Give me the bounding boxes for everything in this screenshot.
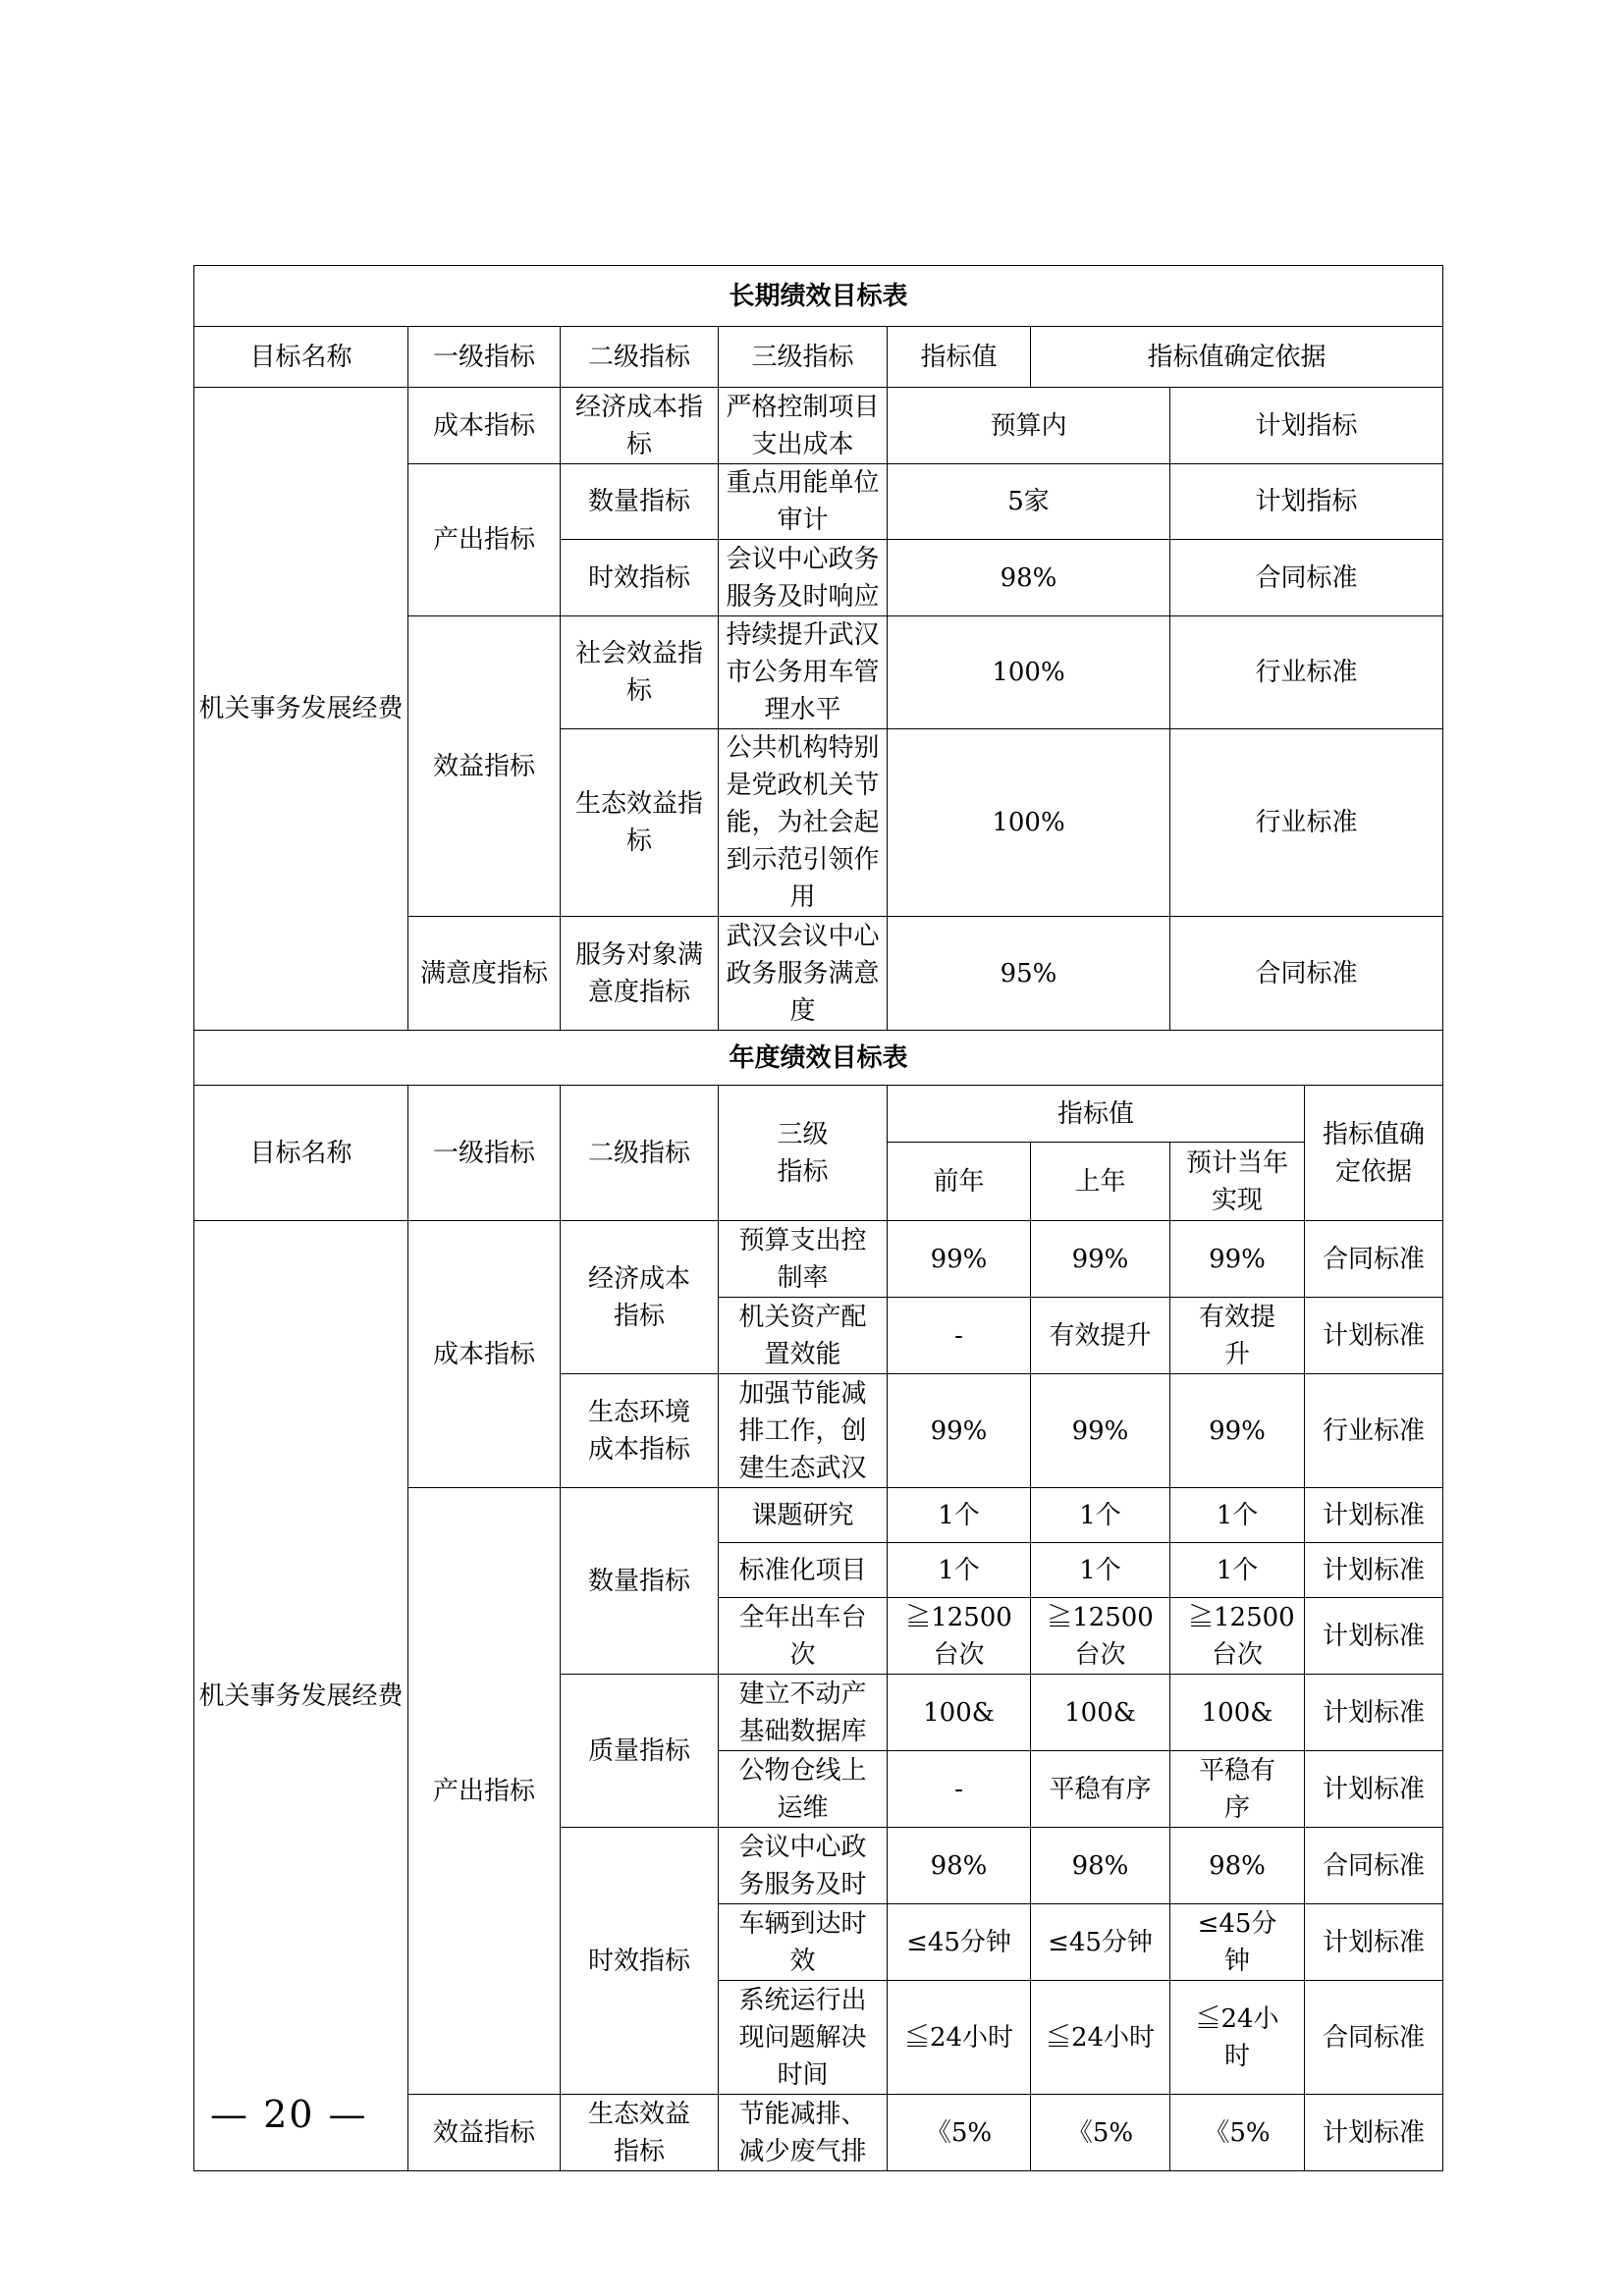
prev-year-value: 99% bbox=[888, 1221, 1031, 1298]
last-year-value: 99% bbox=[1031, 1374, 1170, 1488]
level2-indicator: 数量指标 bbox=[561, 464, 719, 540]
last-year-value: ≦24小时 bbox=[1031, 1981, 1170, 2095]
expected-value: ≧12500台次 bbox=[1170, 1598, 1305, 1675]
prev-year-value: ≦24小时 bbox=[888, 1981, 1031, 2095]
table-row bbox=[194, 1221, 1443, 1298]
prev-year-value: 1个 bbox=[888, 1543, 1031, 1598]
level2-indicator: 质量指标 bbox=[561, 1675, 719, 1828]
annual-header-cell: 预计当年实现 bbox=[1170, 1143, 1305, 1221]
level3-indicator: 会议中心政务服务及时响应 bbox=[719, 540, 888, 616]
last-year-value: 1个 bbox=[1031, 1488, 1170, 1543]
long-term-header-cell: 指标值 bbox=[888, 327, 1031, 388]
level3-indicator: 系统运行出现问题解决时间 bbox=[719, 1981, 888, 2095]
prev-year-value: ≤45分钟 bbox=[888, 1904, 1031, 1981]
prev-year-value: ≧12500台次 bbox=[888, 1598, 1031, 1675]
indicator-value: 预算内 bbox=[888, 388, 1170, 464]
long-term-header-cell: 目标名称 bbox=[194, 327, 408, 388]
level3-indicator: 持续提升武汉市公务用车管理水平 bbox=[719, 616, 888, 729]
last-year-value: 98% bbox=[1031, 1828, 1170, 1904]
performance-table-body bbox=[194, 266, 1443, 2171]
annual-header-cell: 指标值确定依据 bbox=[1305, 1086, 1443, 1221]
indicator-basis: 计划标准 bbox=[1305, 2095, 1443, 2171]
level3-indicator: 机关资产配置效能 bbox=[719, 1298, 888, 1374]
indicator-basis: 计划标准 bbox=[1305, 1598, 1443, 1675]
indicator-value: 5家 bbox=[888, 464, 1170, 540]
indicator-basis: 合同标准 bbox=[1305, 1981, 1443, 2095]
level1-indicator: 成本指标 bbox=[408, 1221, 561, 1488]
expected-value: 1个 bbox=[1170, 1543, 1305, 1598]
table-row bbox=[194, 388, 1443, 464]
expected-value: 99% bbox=[1170, 1374, 1305, 1488]
level1-indicator: 产出指标 bbox=[408, 1488, 561, 2095]
long-term-header-cell: 二级指标 bbox=[561, 327, 719, 388]
expected-value: ≦24小时 bbox=[1170, 1981, 1305, 2095]
indicator-basis: 计划标准 bbox=[1305, 1543, 1443, 1598]
level3-indicator: 会议中心政务服务及时 bbox=[719, 1828, 888, 1904]
last-year-value: ≧12500台次 bbox=[1031, 1598, 1170, 1675]
level2-indicator: 经济成本指标 bbox=[561, 388, 719, 464]
expected-value: 100& bbox=[1170, 1675, 1305, 1751]
level1-indicator: 效益指标 bbox=[408, 2095, 561, 2171]
indicator-value: 100% bbox=[888, 729, 1170, 917]
annual-header-cell: 目标名称 bbox=[194, 1086, 408, 1221]
last-year-value: 平稳有序 bbox=[1031, 1751, 1170, 1828]
level1-indicator: 满意度指标 bbox=[408, 917, 561, 1031]
table-row bbox=[194, 266, 1443, 327]
level2-indicator: 生态效益指标 bbox=[561, 2095, 719, 2171]
level2-indicator: 生态环境成本指标 bbox=[561, 1374, 719, 1488]
level1-indicator: 成本指标 bbox=[408, 388, 561, 464]
level3-indicator: 节能减排、减少废气排 bbox=[719, 2095, 888, 2171]
level2-indicator: 社会效益指标 bbox=[561, 616, 719, 729]
annual-table-title: 年度绩效目标表 bbox=[194, 1031, 1443, 1086]
annual-header-cell: 二级指标 bbox=[561, 1086, 719, 1221]
last-year-value: ≤45分钟 bbox=[1031, 1904, 1170, 1981]
level3-indicator: 严格控制项目支出成本 bbox=[719, 388, 888, 464]
indicator-basis: 合同标准 bbox=[1305, 1221, 1443, 1298]
annual-header-cell: 指标值 bbox=[888, 1086, 1305, 1143]
indicator-basis: 计划指标 bbox=[1170, 464, 1443, 540]
table-row bbox=[194, 1031, 1443, 1086]
annual-header-cell: 一级指标 bbox=[408, 1086, 561, 1221]
expected-value: 《5% bbox=[1170, 2095, 1305, 2171]
prev-year-value: 99% bbox=[888, 1374, 1031, 1488]
expected-value: 平稳有序 bbox=[1170, 1751, 1305, 1828]
level3-indicator: 车辆到达时效 bbox=[719, 1904, 888, 1981]
indicator-basis: 行业标准 bbox=[1170, 729, 1443, 917]
expected-value: 99% bbox=[1170, 1221, 1305, 1298]
annual-header-cell: 上年 bbox=[1031, 1143, 1170, 1221]
prev-year-value: 1个 bbox=[888, 1488, 1031, 1543]
indicator-basis: 合同标准 bbox=[1170, 917, 1443, 1031]
page-number: — 20 — bbox=[210, 2093, 368, 2136]
indicator-value: 98% bbox=[888, 540, 1170, 616]
expected-value: 1个 bbox=[1170, 1488, 1305, 1543]
indicator-basis: 计划标准 bbox=[1305, 1675, 1443, 1751]
indicator-value: 95% bbox=[888, 917, 1170, 1031]
level3-indicator: 课题研究 bbox=[719, 1488, 888, 1543]
prev-year-value: 98% bbox=[888, 1828, 1031, 1904]
expected-value: 有效提升 bbox=[1170, 1298, 1305, 1374]
indicator-basis: 计划标准 bbox=[1305, 1904, 1443, 1981]
indicator-basis: 合同标准 bbox=[1305, 1828, 1443, 1904]
long-term-target-name: 机关事务发展经费 bbox=[194, 388, 408, 1031]
level2-indicator: 时效指标 bbox=[561, 540, 719, 616]
level2-indicator: 生态效益指标 bbox=[561, 729, 719, 917]
last-year-value: 100& bbox=[1031, 1675, 1170, 1751]
level3-indicator: 加强节能减排工作，创建生态武汉 bbox=[719, 1374, 888, 1488]
table-row bbox=[194, 1086, 1443, 1143]
level1-indicator: 效益指标 bbox=[408, 616, 561, 917]
expected-value: ≤45分钟 bbox=[1170, 1904, 1305, 1981]
indicator-basis: 计划指标 bbox=[1170, 388, 1443, 464]
level3-indicator: 公共机构特别是党政机关节能，为社会起到示范引领作用 bbox=[719, 729, 888, 917]
level3-indicator: 建立不动产基础数据库 bbox=[719, 1675, 888, 1751]
last-year-value: 1个 bbox=[1031, 1543, 1170, 1598]
prev-year-value: 《5% bbox=[888, 2095, 1031, 2171]
expected-value: 98% bbox=[1170, 1828, 1305, 1904]
long-term-header-cell: 一级指标 bbox=[408, 327, 561, 388]
annual-header-cell: 三级指标 bbox=[719, 1086, 888, 1221]
indicator-basis: 计划标准 bbox=[1305, 1751, 1443, 1828]
indicator-basis: 合同标准 bbox=[1170, 540, 1443, 616]
level2-indicator: 时效指标 bbox=[561, 1828, 719, 2095]
indicator-basis: 计划标准 bbox=[1305, 1298, 1443, 1374]
prev-year-value: - bbox=[888, 1298, 1031, 1374]
prev-year-value: 100& bbox=[888, 1675, 1031, 1751]
long-term-table-title: 长期绩效目标表 bbox=[194, 266, 1443, 327]
last-year-value: 《5% bbox=[1031, 2095, 1170, 2171]
prev-year-value: - bbox=[888, 1751, 1031, 1828]
level3-indicator: 预算支出控制率 bbox=[719, 1221, 888, 1298]
performance-table bbox=[193, 265, 1443, 2171]
level3-indicator: 标准化项目 bbox=[719, 1543, 888, 1598]
level2-indicator: 经济成本指标 bbox=[561, 1221, 719, 1374]
last-year-value: 有效提升 bbox=[1031, 1298, 1170, 1374]
indicator-basis: 计划标准 bbox=[1305, 1488, 1443, 1543]
table-row bbox=[194, 327, 1443, 388]
level2-indicator: 数量指标 bbox=[561, 1488, 719, 1675]
annual-target-name: 机关事务发展经费 bbox=[194, 1221, 408, 2171]
indicator-basis: 行业标准 bbox=[1170, 616, 1443, 729]
indicator-basis: 行业标准 bbox=[1305, 1374, 1443, 1488]
annual-header-cell: 前年 bbox=[888, 1143, 1031, 1221]
level3-indicator: 重点用能单位审计 bbox=[719, 464, 888, 540]
level2-indicator: 服务对象满意度指标 bbox=[561, 917, 719, 1031]
level3-indicator: 全年出车台次 bbox=[719, 1598, 888, 1675]
indicator-value: 100% bbox=[888, 616, 1170, 729]
level3-indicator: 武汉会议中心政务服务满意度 bbox=[719, 917, 888, 1031]
level1-indicator: 产出指标 bbox=[408, 464, 561, 616]
last-year-value: 99% bbox=[1031, 1221, 1170, 1298]
long-term-header-cell: 三级指标 bbox=[719, 327, 888, 388]
level3-indicator: 公物仓线上运维 bbox=[719, 1751, 888, 1828]
long-term-header-cell: 指标值确定依据 bbox=[1031, 327, 1443, 388]
